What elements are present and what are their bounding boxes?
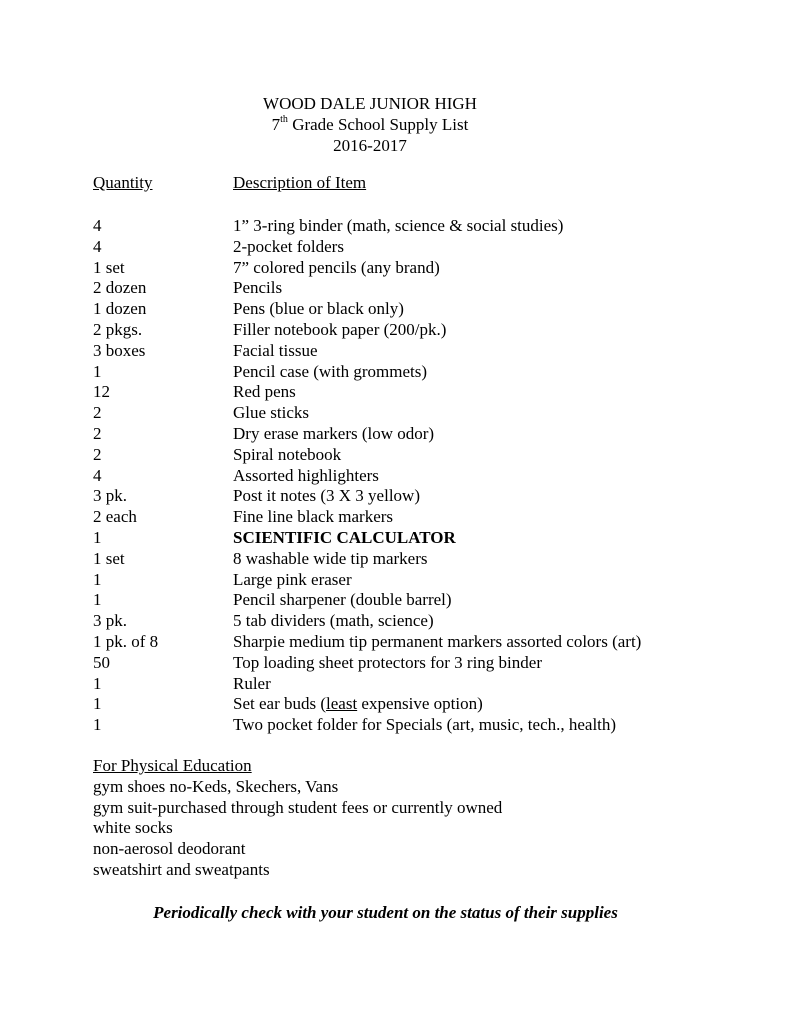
item-quantity: 1 <box>93 361 102 381</box>
item-description: Red pens <box>233 382 296 402</box>
item-description-part: expensive option) <box>357 694 483 714</box>
item-quantity: 1 <box>93 694 102 714</box>
grade-ordinal: th <box>280 114 288 126</box>
supply-item <box>93 714 713 735</box>
physical-education-section <box>93 756 713 881</box>
item-quantity: 1 pk. of 8 <box>93 631 159 651</box>
item-description: Pencils <box>233 278 283 298</box>
item-quantity: 4 <box>93 465 102 485</box>
item-quantity: 1 <box>93 590 102 610</box>
item-quantity: 1 <box>93 673 102 693</box>
quantity-header: Quantity <box>93 173 153 192</box>
item-description: Facial tissue <box>233 340 318 360</box>
footer-note: Periodically check with your student on the status of their supplies <box>153 903 618 922</box>
supply-item <box>93 589 713 610</box>
item-quantity: 1 dozen <box>93 299 147 319</box>
item-description: Assorted highlighters <box>233 465 379 485</box>
item-description: Two pocket folder for Specials (art, music, tech., health) <box>233 715 617 735</box>
supply-item <box>93 277 713 298</box>
item-quantity: 4 <box>93 216 102 235</box>
item-description: 7” colored pencils (any brand) <box>233 257 440 277</box>
list-title <box>0 114 740 135</box>
pe-item: gym shoes no-Keds, Skechers, Vans <box>93 776 339 796</box>
pe-heading: For Physical Education <box>93 756 252 775</box>
supply-item <box>93 402 713 423</box>
item-quantity: 2 each <box>93 507 137 527</box>
supply-item <box>93 381 713 402</box>
item-quantity: 1 set <box>93 548 125 568</box>
item-description: Large pink eraser <box>233 569 352 589</box>
item-quantity: 4 <box>93 236 102 256</box>
supply-item <box>93 506 713 527</box>
item-quantity: 2 pkgs. <box>93 319 143 339</box>
item-description: SCIENTIFIC CALCULATOR <box>233 527 456 547</box>
item-description: Glue sticks <box>233 403 310 423</box>
item-quantity: 1 <box>93 527 102 547</box>
supply-item <box>93 548 713 569</box>
pe-item: gym suit-purchased through student fees or currently owned <box>93 797 503 817</box>
supply-item <box>93 298 713 319</box>
item-quantity: 2 dozen <box>93 278 147 298</box>
supply-item <box>93 673 713 694</box>
supply-item <box>93 693 713 714</box>
item-description: Filler notebook paper (200/pk.) <box>233 319 447 339</box>
item-description: 1” 3-ring binder (math, science & social studies) <box>233 216 564 235</box>
supply-item <box>93 257 713 278</box>
column-headers <box>93 173 693 194</box>
supply-item <box>93 485 713 506</box>
grade-number: 7 <box>271 115 281 134</box>
item-quantity: 12 <box>93 382 110 402</box>
item-quantity: 1 <box>93 569 102 589</box>
item-description: Sharpie medium tip permanent markers assorted colors (art) <box>233 631 642 651</box>
item-description: Fine line black markers <box>233 507 394 527</box>
item-quantity: 2 <box>93 444 102 464</box>
school-name: WOOD DALE JUNIOR HIGH <box>263 94 477 113</box>
supply-item <box>93 444 713 465</box>
item-description: Pencil sharpener (double barrel) <box>233 590 452 610</box>
supply-item <box>93 236 713 257</box>
item-quantity: 1 set <box>93 257 125 277</box>
list-title-text: Grade School Supply List <box>287 115 469 134</box>
supply-item-emphasized <box>93 527 713 548</box>
supply-item <box>93 361 713 382</box>
supply-item <box>93 631 713 652</box>
item-description-underlined: least <box>326 694 358 714</box>
pe-item: white socks <box>93 818 173 838</box>
supply-item <box>93 465 713 486</box>
item-description: Ruler <box>233 673 271 693</box>
document-header <box>0 93 740 156</box>
supply-item <box>93 215 713 236</box>
supply-items <box>93 215 713 735</box>
item-description <box>233 693 483 714</box>
item-quantity: 3 boxes <box>93 340 146 360</box>
item-description: Spiral notebook <box>233 444 342 464</box>
supply-item <box>93 610 713 631</box>
supply-item <box>93 569 713 590</box>
item-quantity: 3 pk. <box>93 486 127 506</box>
item-quantity: 1 <box>93 715 102 735</box>
supply-item <box>93 652 713 673</box>
pe-item: non-aerosol deodorant <box>93 839 246 859</box>
item-description: Post it notes (3 X 3 yellow) <box>233 486 420 506</box>
item-quantity: 3 pk. <box>93 611 127 631</box>
item-description: Top loading sheet protectors for 3 ring binder <box>233 652 542 672</box>
school-year: 2016-2017 <box>333 136 407 155</box>
item-description: Pens (blue or black only) <box>233 299 404 319</box>
item-description: 8 washable wide tip markers <box>233 548 428 568</box>
item-description: 2-pocket folders <box>233 236 344 256</box>
item-quantity: 50 <box>93 652 110 672</box>
item-quantity: 2 <box>93 403 102 423</box>
item-description-part: Set ear buds ( <box>233 694 327 714</box>
item-description: 5 tab dividers (math, science) <box>233 611 434 631</box>
supply-item <box>93 319 713 340</box>
supply-item <box>93 423 713 444</box>
item-description: Dry erase markers (low odor) <box>233 423 435 443</box>
item-description: Pencil case (with grommets) <box>233 361 428 381</box>
description-header: Description of Item <box>233 173 367 192</box>
item-quantity: 2 <box>93 423 102 443</box>
supply-item <box>93 340 713 361</box>
pe-item: sweatshirt and sweatpants <box>93 859 270 879</box>
